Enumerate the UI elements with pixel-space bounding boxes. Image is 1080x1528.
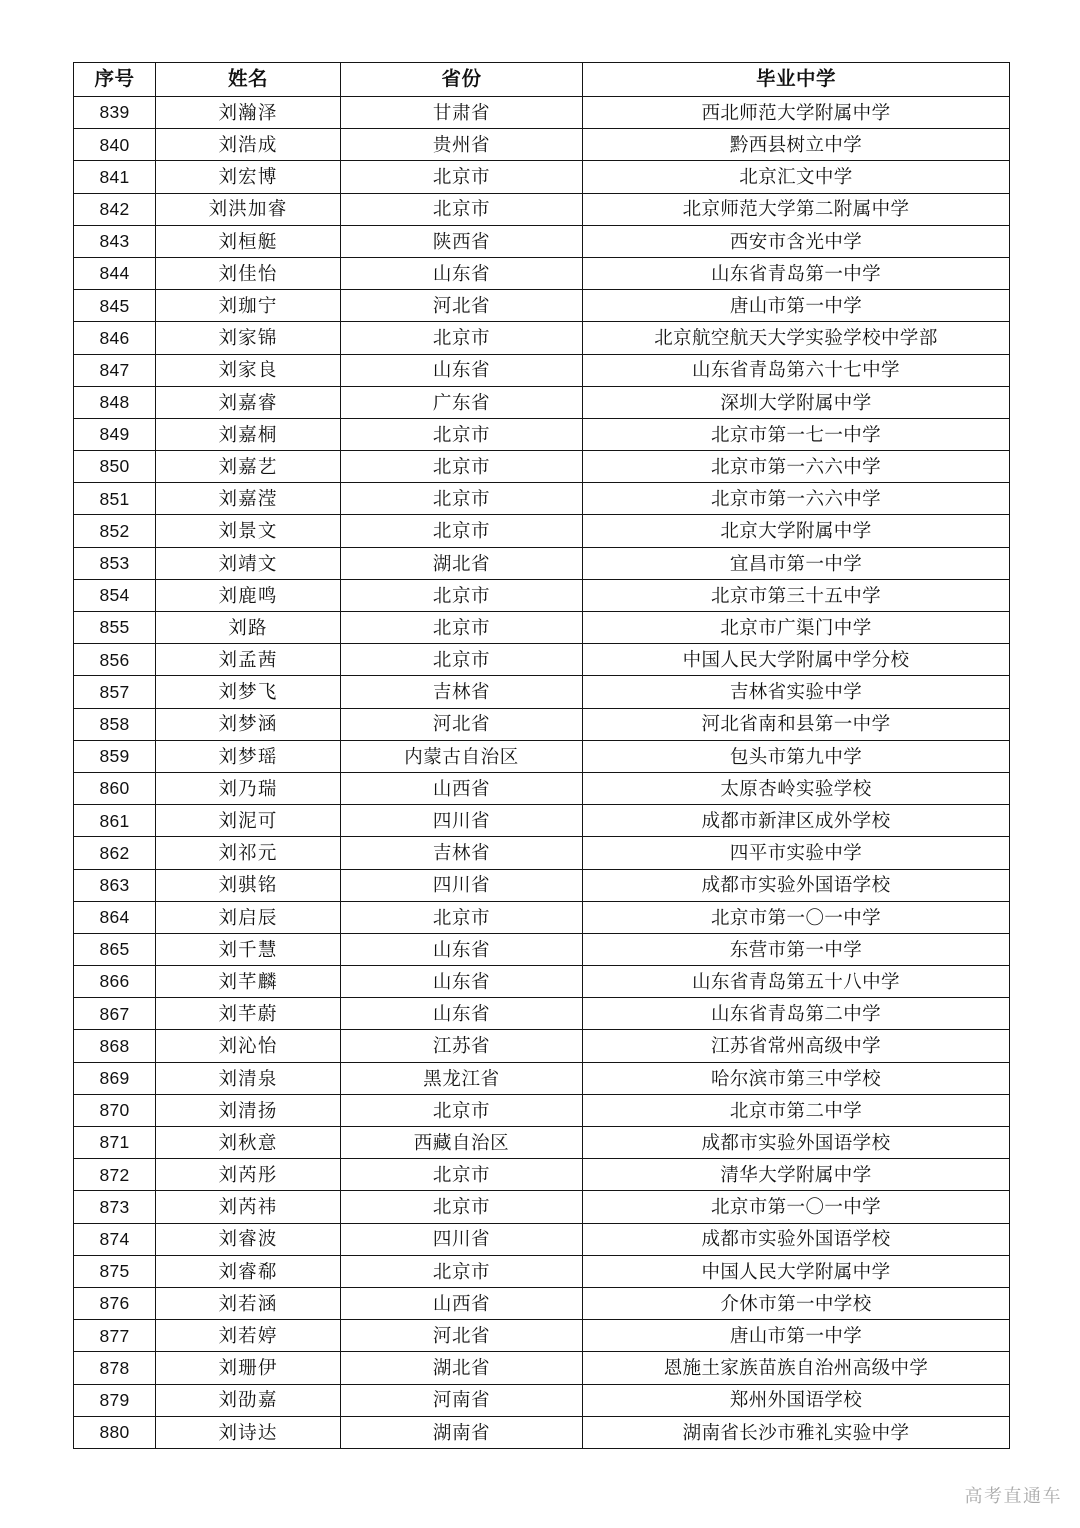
column-header-name: 姓名: [156, 63, 341, 97]
roster-table: [73, 62, 1010, 1449]
table-row: [74, 322, 1010, 354]
cell-school: 山东省青岛第六十七中学: [583, 354, 1010, 386]
cell-name: 刘孟茜: [156, 644, 341, 676]
cell-index: 845: [74, 290, 156, 322]
table-row: [74, 129, 1010, 161]
cell-index: 842: [74, 193, 156, 225]
cell-province: 内蒙古自治区: [341, 740, 583, 772]
cell-index: 859: [74, 740, 156, 772]
cell-school: 湖南省长沙市雅礼实验中学: [583, 1416, 1010, 1448]
table-row: [74, 161, 1010, 193]
cell-school: 深圳大学附属中学: [583, 386, 1010, 418]
cell-name: 刘浩成: [156, 129, 341, 161]
cell-name: 刘佳怡: [156, 257, 341, 289]
cell-index: 864: [74, 901, 156, 933]
table-header-row: [74, 63, 1010, 97]
cell-name: 刘鹿鸣: [156, 579, 341, 611]
cell-index: 877: [74, 1320, 156, 1352]
cell-province: 江苏省: [341, 1030, 583, 1062]
cell-province: 四川省: [341, 805, 583, 837]
cell-school: 北京市广渠门中学: [583, 612, 1010, 644]
cell-index: 868: [74, 1030, 156, 1062]
table-row: [74, 644, 1010, 676]
cell-school: 东营市第一中学: [583, 933, 1010, 965]
cell-name: 刘芊麟: [156, 966, 341, 998]
cell-name: 刘千慧: [156, 933, 341, 965]
cell-school: 包头市第九中学: [583, 740, 1010, 772]
cell-index: 856: [74, 644, 156, 676]
cell-school: 江苏省常州高级中学: [583, 1030, 1010, 1062]
cell-index: 852: [74, 515, 156, 547]
cell-province: 北京市: [341, 483, 583, 515]
cell-index: 846: [74, 322, 156, 354]
cell-school: 唐山市第一中学: [583, 290, 1010, 322]
cell-index: 857: [74, 676, 156, 708]
cell-school: 太原杏岭实验学校: [583, 772, 1010, 804]
cell-index: 870: [74, 1094, 156, 1126]
cell-province: 北京市: [341, 579, 583, 611]
cell-province: 山东省: [341, 354, 583, 386]
table-row: [74, 354, 1010, 386]
cell-province: 北京市: [341, 612, 583, 644]
cell-index: 841: [74, 161, 156, 193]
table-row: [74, 933, 1010, 965]
watermark-text: 高考直通车: [964, 1486, 1062, 1506]
table-row: [74, 257, 1010, 289]
cell-name: 刘家良: [156, 354, 341, 386]
cell-school: 山东省青岛第一中学: [583, 257, 1010, 289]
cell-name: 刘乃瑞: [156, 772, 341, 804]
cell-index: 875: [74, 1255, 156, 1287]
cell-province: 北京市: [341, 515, 583, 547]
table-row: [74, 97, 1010, 129]
cell-school: 中国人民大学附属中学分校: [583, 644, 1010, 676]
cell-name: 刘沁怡: [156, 1030, 341, 1062]
table-row: [74, 1030, 1010, 1062]
table-row: [74, 1384, 1010, 1416]
cell-index: 871: [74, 1127, 156, 1159]
cell-name: 刘景文: [156, 515, 341, 547]
cell-province: 山西省: [341, 1287, 583, 1319]
cell-name: 刘芊蔚: [156, 998, 341, 1030]
cell-province: 北京市: [341, 1159, 583, 1191]
cell-name: 刘梦涵: [156, 708, 341, 740]
cell-school: 哈尔滨市第三中学校: [583, 1062, 1010, 1094]
table-row: [74, 869, 1010, 901]
table-row: [74, 1255, 1010, 1287]
table-row: [74, 740, 1010, 772]
table-row: [74, 1062, 1010, 1094]
table-header: [74, 63, 1010, 97]
cell-index: 840: [74, 129, 156, 161]
cell-name: 刘劭嘉: [156, 1384, 341, 1416]
cell-name: 刘若涵: [156, 1287, 341, 1319]
cell-school: 吉林省实验中学: [583, 676, 1010, 708]
cell-province: 四川省: [341, 869, 583, 901]
cell-province: 河北省: [341, 290, 583, 322]
table-row: [74, 451, 1010, 483]
table-row: [74, 515, 1010, 547]
cell-index: 850: [74, 451, 156, 483]
cell-name: 刘洪加睿: [156, 193, 341, 225]
column-header-province: 省份: [341, 63, 583, 97]
cell-name: 刘骐铭: [156, 869, 341, 901]
cell-province: 甘肃省: [341, 97, 583, 129]
cell-index: 843: [74, 225, 156, 257]
cell-index: 873: [74, 1191, 156, 1223]
cell-school: 西北师范大学附属中学: [583, 97, 1010, 129]
cell-index: 858: [74, 708, 156, 740]
cell-name: 刘桓艇: [156, 225, 341, 257]
cell-school: 恩施土家族苗族自治州高级中学: [583, 1352, 1010, 1384]
cell-index: 880: [74, 1416, 156, 1448]
table-row: [74, 708, 1010, 740]
cell-province: 北京市: [341, 1094, 583, 1126]
cell-name: 刘芮彤: [156, 1159, 341, 1191]
table-row: [74, 966, 1010, 998]
table-row: [74, 676, 1010, 708]
cell-index: 839: [74, 97, 156, 129]
table-row: [74, 1352, 1010, 1384]
cell-school: 河北省南和县第一中学: [583, 708, 1010, 740]
cell-province: 吉林省: [341, 676, 583, 708]
table-row: [74, 901, 1010, 933]
cell-name: 刘嘉桐: [156, 418, 341, 450]
cell-province: 北京市: [341, 451, 583, 483]
cell-school: 北京市第一六六中学: [583, 483, 1010, 515]
cell-province: 北京市: [341, 161, 583, 193]
cell-index: 878: [74, 1352, 156, 1384]
cell-province: 北京市: [341, 901, 583, 933]
cell-school: 北京市第一〇一中学: [583, 901, 1010, 933]
cell-name: 刘若婷: [156, 1320, 341, 1352]
cell-index: 854: [74, 579, 156, 611]
cell-province: 四川省: [341, 1223, 583, 1255]
cell-name: 刘嘉滢: [156, 483, 341, 515]
cell-name: 刘珈宁: [156, 290, 341, 322]
cell-index: 848: [74, 386, 156, 418]
cell-province: 北京市: [341, 193, 583, 225]
cell-name: 刘靖文: [156, 547, 341, 579]
table-row: [74, 1223, 1010, 1255]
cell-name: 刘珊伊: [156, 1352, 341, 1384]
cell-province: 北京市: [341, 1255, 583, 1287]
cell-province: 广东省: [341, 386, 583, 418]
cell-province: 贵州省: [341, 129, 583, 161]
cell-name: 刘宏博: [156, 161, 341, 193]
table-body: [74, 97, 1010, 1449]
cell-province: 北京市: [341, 322, 583, 354]
table-row: [74, 1320, 1010, 1352]
cell-school: 北京大学附属中学: [583, 515, 1010, 547]
cell-name: 刘嘉艺: [156, 451, 341, 483]
cell-school: 北京市第二中学: [583, 1094, 1010, 1126]
table-row: [74, 1416, 1010, 1448]
column-header-school: 毕业中学: [583, 63, 1010, 97]
cell-index: 851: [74, 483, 156, 515]
cell-name: 刘泥可: [156, 805, 341, 837]
cell-index: 869: [74, 1062, 156, 1094]
cell-school: 北京师范大学第二附属中学: [583, 193, 1010, 225]
cell-name: 刘睿郗: [156, 1255, 341, 1287]
table-row: [74, 612, 1010, 644]
cell-province: 河北省: [341, 708, 583, 740]
cell-school: 山东省青岛第五十八中学: [583, 966, 1010, 998]
cell-school: 四平市实验中学: [583, 837, 1010, 869]
column-header-index: 序号: [74, 63, 156, 97]
cell-school: 清华大学附属中学: [583, 1159, 1010, 1191]
cell-index: 876: [74, 1287, 156, 1319]
cell-province: 湖南省: [341, 1416, 583, 1448]
cell-index: 874: [74, 1223, 156, 1255]
cell-school: 中国人民大学附属中学: [583, 1255, 1010, 1287]
table-row: [74, 547, 1010, 579]
cell-index: 861: [74, 805, 156, 837]
cell-school: 郑州外国语学校: [583, 1384, 1010, 1416]
cell-school: 成都市实验外国语学校: [583, 1127, 1010, 1159]
cell-name: 刘睿波: [156, 1223, 341, 1255]
cell-school: 介休市第一中学校: [583, 1287, 1010, 1319]
cell-index: 866: [74, 966, 156, 998]
table-row: [74, 290, 1010, 322]
table-row: [74, 1287, 1010, 1319]
table-row: [74, 1127, 1010, 1159]
cell-province: 山东省: [341, 257, 583, 289]
cell-index: 844: [74, 257, 156, 289]
cell-province: 山西省: [341, 772, 583, 804]
table-row: [74, 1191, 1010, 1223]
cell-province: 北京市: [341, 644, 583, 676]
cell-index: 862: [74, 837, 156, 869]
cell-province: 湖北省: [341, 547, 583, 579]
cell-name: 刘清扬: [156, 1094, 341, 1126]
cell-school: 黔西县树立中学: [583, 129, 1010, 161]
cell-province: 山东省: [341, 998, 583, 1030]
cell-index: 849: [74, 418, 156, 450]
cell-province: 陕西省: [341, 225, 583, 257]
cell-school: 唐山市第一中学: [583, 1320, 1010, 1352]
cell-province: 河南省: [341, 1384, 583, 1416]
table-row: [74, 1094, 1010, 1126]
cell-province: 河北省: [341, 1320, 583, 1352]
table-row: [74, 418, 1010, 450]
cell-province: 湖北省: [341, 1352, 583, 1384]
cell-index: 872: [74, 1159, 156, 1191]
cell-province: 山东省: [341, 966, 583, 998]
cell-name: 刘启辰: [156, 901, 341, 933]
cell-school: 山东省青岛第二中学: [583, 998, 1010, 1030]
cell-province: 西藏自治区: [341, 1127, 583, 1159]
cell-name: 刘清泉: [156, 1062, 341, 1094]
cell-name: 刘诗达: [156, 1416, 341, 1448]
cell-index: 863: [74, 869, 156, 901]
table-row: [74, 483, 1010, 515]
cell-school: 北京市第一〇一中学: [583, 1191, 1010, 1223]
cell-name: 刘秋意: [156, 1127, 341, 1159]
cell-index: 855: [74, 612, 156, 644]
cell-school: 西安市含光中学: [583, 225, 1010, 257]
cell-name: 刘祁元: [156, 837, 341, 869]
cell-province: 黑龙江省: [341, 1062, 583, 1094]
table-row: [74, 579, 1010, 611]
cell-school: 北京航空航天大学实验学校中学部: [583, 322, 1010, 354]
cell-school: 宜昌市第一中学: [583, 547, 1010, 579]
cell-province: 北京市: [341, 1191, 583, 1223]
cell-school: 北京市第一六六中学: [583, 451, 1010, 483]
cell-name: 刘芮祎: [156, 1191, 341, 1223]
table-row: [74, 386, 1010, 418]
cell-province: 吉林省: [341, 837, 583, 869]
cell-school: 成都市实验外国语学校: [583, 1223, 1010, 1255]
cell-name: 刘瀚泽: [156, 97, 341, 129]
cell-index: 865: [74, 933, 156, 965]
cell-name: 刘梦瑶: [156, 740, 341, 772]
cell-name: 刘路: [156, 612, 341, 644]
table-row: [74, 837, 1010, 869]
table-row: [74, 805, 1010, 837]
cell-index: 879: [74, 1384, 156, 1416]
cell-school: 北京市第一七一中学: [583, 418, 1010, 450]
table-row: [74, 225, 1010, 257]
table-row: [74, 772, 1010, 804]
cell-province: 山东省: [341, 933, 583, 965]
cell-school: 北京汇文中学: [583, 161, 1010, 193]
cell-school: 成都市新津区成外学校: [583, 805, 1010, 837]
cell-school: 成都市实验外国语学校: [583, 869, 1010, 901]
cell-index: 867: [74, 998, 156, 1030]
table-row: [74, 1159, 1010, 1191]
roster-table-container: [73, 62, 1009, 1449]
table-row: [74, 193, 1010, 225]
cell-name: 刘家锦: [156, 322, 341, 354]
table-row: [74, 998, 1010, 1030]
cell-province: 北京市: [341, 418, 583, 450]
cell-school: 北京市第三十五中学: [583, 579, 1010, 611]
cell-index: 853: [74, 547, 156, 579]
cell-index: 860: [74, 772, 156, 804]
cell-index: 847: [74, 354, 156, 386]
cell-name: 刘嘉睿: [156, 386, 341, 418]
cell-name: 刘梦飞: [156, 676, 341, 708]
